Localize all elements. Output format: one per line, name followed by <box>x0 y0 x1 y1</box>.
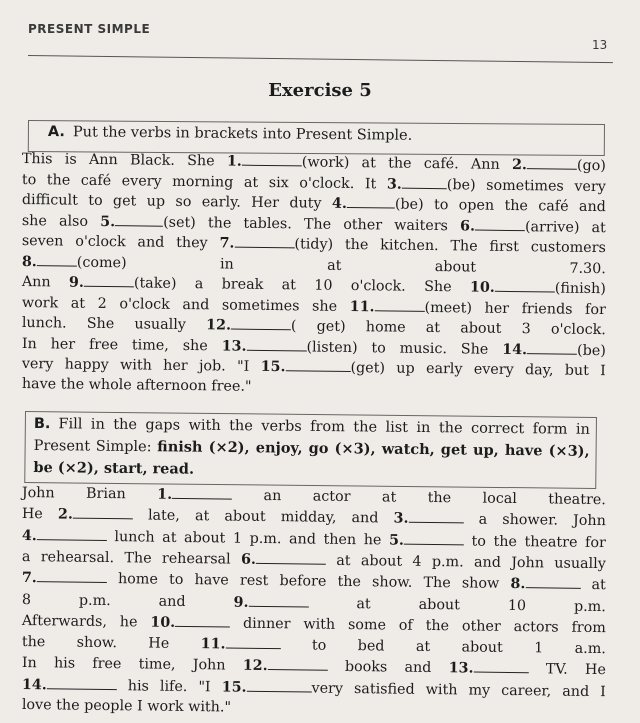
sentence-text: In his free time, John <box>21 655 243 675</box>
sentence-text: (listen) to music. She <box>306 338 503 358</box>
sentence-text: (get) up early every day, but I <box>350 360 606 380</box>
sentence-text: she also <box>21 212 101 230</box>
answer-blank <box>246 337 306 351</box>
gap-number: 12. <box>242 658 268 675</box>
answer-blank <box>231 317 291 331</box>
answer-blank <box>256 551 326 565</box>
answer-blank <box>475 217 525 231</box>
sentence-text: ( get) home at about 3 o'clock. <box>290 318 606 339</box>
section-header-label: PRESENT SIMPLE <box>28 22 151 36</box>
answer-blank <box>37 569 107 583</box>
sentence-text: In her free time, she <box>21 335 222 354</box>
gap-number: 7. <box>21 570 37 587</box>
sentence-text: to bed at about 1 a.m. <box>280 637 606 658</box>
instruction-b <box>33 414 590 485</box>
answer-blank <box>226 636 281 650</box>
answer-blank <box>37 527 107 541</box>
gap-number: 3. <box>393 510 409 528</box>
sentence-text: at <box>580 577 606 594</box>
sentence-text: have the whole afternoon free." <box>21 375 252 395</box>
page-number: 13 <box>592 38 608 52</box>
sentence-text: love the people I work with." <box>21 697 232 716</box>
gap-number: 6. <box>459 217 476 235</box>
gap-number: 4. <box>21 527 37 544</box>
answer-blank <box>175 614 230 628</box>
sentence-text: John Brian <box>21 484 158 503</box>
header-divider <box>28 55 613 63</box>
gap-number: 2. <box>511 156 528 174</box>
sentence-text: very satisfied with my career, and I <box>311 680 606 700</box>
answer-blank <box>248 593 308 607</box>
answer-blank <box>527 156 577 170</box>
instruction-b-text: Fill in the gaps with the verbs from the list in the correct form in Present Simple: <box>33 416 590 456</box>
section-a-line <box>22 253 606 277</box>
gap-number: 8. <box>510 576 526 593</box>
gap-number: 11. <box>349 298 375 315</box>
gap-number: 10. <box>150 614 176 631</box>
sentence-text: (be) to open the café and <box>394 196 606 216</box>
answer-blank <box>404 531 464 545</box>
gap-number: 1. <box>157 486 173 503</box>
sentence-text: Ann <box>21 273 70 291</box>
section-a-line <box>22 212 606 236</box>
answer-blank <box>347 195 395 209</box>
gap-number: 8. <box>21 253 37 270</box>
answer-blank <box>408 510 463 524</box>
gap-number: 5. <box>388 532 405 549</box>
sentence-text: lunch. She usually <box>21 314 207 334</box>
verb-list: finish (×2), enjoy, go (×3), watch, get up, have (×3), be (×2), start, read. <box>33 438 590 478</box>
sentence-text: to the café every morning at six o'clock. It <box>21 171 387 192</box>
answer-blank <box>525 575 580 589</box>
section-b-line <box>22 505 606 529</box>
answer-blank <box>172 486 232 500</box>
section-a-line <box>22 191 606 215</box>
gap-number: 4. <box>331 195 347 212</box>
section-b-line <box>22 548 606 572</box>
section-a-line <box>22 232 606 256</box>
answer-blank <box>402 175 447 189</box>
sentence-text: (be) sometimes very <box>446 176 606 195</box>
sentence-text: (work) at the café. Ann <box>301 154 513 173</box>
sentence-text: seven o'clock and they <box>21 232 220 252</box>
answer-blank <box>234 235 294 249</box>
sentence-text: (set) the tables. The other waiters <box>163 214 461 234</box>
section-a-line <box>22 171 606 195</box>
section-a-line <box>22 355 606 379</box>
gap-number: 12. <box>205 317 232 334</box>
sentence-text: (arrive) at <box>524 218 606 236</box>
sentence-text: lunch at about 1 p.m. and then he <box>106 528 390 549</box>
instruction-a-text: Put the verbs in brackets into Present Simple. <box>72 124 413 144</box>
section-b-line <box>22 633 606 657</box>
gap-number: 14. <box>21 676 47 693</box>
sentence-text: (go) <box>576 157 606 175</box>
sentence-text: (finish) <box>554 280 606 298</box>
section-letter-a: A. <box>47 124 65 141</box>
section-b-line <box>22 527 606 551</box>
gap-number: 11. <box>200 636 226 653</box>
section-b-line <box>22 676 606 700</box>
sentence-text: (be) <box>576 342 606 359</box>
sentence-text: work at 2 o'clock and sometimes she <box>21 294 350 315</box>
sentence-text: home to have rest before the show. The show <box>106 571 511 593</box>
gap-number: 14. <box>502 341 528 358</box>
exercise-title: Exercise 5 <box>268 80 372 101</box>
sentence-text: Afterwards, he <box>21 612 151 631</box>
sentence-text: at about 10 p.m. <box>308 595 606 615</box>
sentence-text: late, at about midday, and <box>132 507 394 527</box>
answer-blank <box>285 358 350 372</box>
section-a-line <box>22 314 606 338</box>
sentence-text: books and <box>327 659 449 677</box>
answer-blank <box>375 298 425 312</box>
sentence-text: his life. "I <box>116 677 222 696</box>
section-a-line <box>22 376 606 399</box>
answer-blank <box>242 153 302 167</box>
sentence-text: to the theatre for <box>463 532 606 551</box>
section-a-line <box>22 294 606 318</box>
sentence-text: (come) in at about 7.30. <box>76 254 606 277</box>
gap-number: 5. <box>100 213 116 230</box>
section-b-line <box>22 569 606 593</box>
sentence-text: (tidy) the kitchen. The first customers <box>294 236 606 257</box>
sentence-text: difficult to get up so early. Her duty <box>21 191 333 212</box>
sentence-text: at about 4 p.m. and John usually <box>325 552 606 573</box>
answer-blank <box>268 657 328 671</box>
sentence-text: (take) a break at 10 o'clock. She <box>133 275 471 296</box>
sentence-text: 8 p.m. and <box>21 591 234 611</box>
section-letter-b: B. <box>33 415 51 433</box>
gap-number: 6. <box>240 551 257 568</box>
sentence-text: TV. He <box>528 661 606 679</box>
sentence-text: He <box>21 506 59 523</box>
answer-blank <box>47 676 117 690</box>
answer-blank <box>473 660 528 674</box>
section-b-line <box>22 591 606 615</box>
answer-blank <box>73 506 133 520</box>
section-a-line <box>22 273 606 297</box>
gap-number: 15. <box>221 679 247 696</box>
gap-number: 9. <box>68 274 85 291</box>
sentence-text: a rehearsal. The rehearsal <box>21 548 242 568</box>
gap-number: 3. <box>386 175 402 193</box>
sentence-text: an actor at the local theatre. <box>232 487 606 509</box>
gap-number: 7. <box>219 235 235 252</box>
sentence-text: (meet) her friends for <box>424 299 606 318</box>
gap-number: 10. <box>469 279 495 296</box>
answer-blank <box>37 253 77 266</box>
answer-blank <box>84 274 134 288</box>
answer-blank <box>115 213 163 227</box>
section-a-line <box>22 335 606 359</box>
sentence-text: the show. He <box>21 634 201 653</box>
answer-blank <box>495 279 555 293</box>
gap-number: 13. <box>221 337 247 355</box>
sentence-text: This is Ann Black. She <box>21 150 227 170</box>
gap-number: 15. <box>260 358 286 376</box>
answer-blank <box>246 678 311 692</box>
gap-number: 2. <box>57 506 73 523</box>
gap-number: 1. <box>226 153 242 170</box>
sentence-text: very happy with her job. "I <box>21 355 261 375</box>
sentence-text: a shower. John <box>463 511 606 530</box>
section-b-line <box>22 654 606 678</box>
gap-number: 13. <box>448 660 474 677</box>
section-b-line <box>22 612 606 636</box>
answer-blank <box>527 341 577 355</box>
sentence-text: dinner with some of the other actors from <box>230 615 606 636</box>
section-b-line <box>22 697 606 720</box>
gap-number: 9. <box>233 594 249 611</box>
